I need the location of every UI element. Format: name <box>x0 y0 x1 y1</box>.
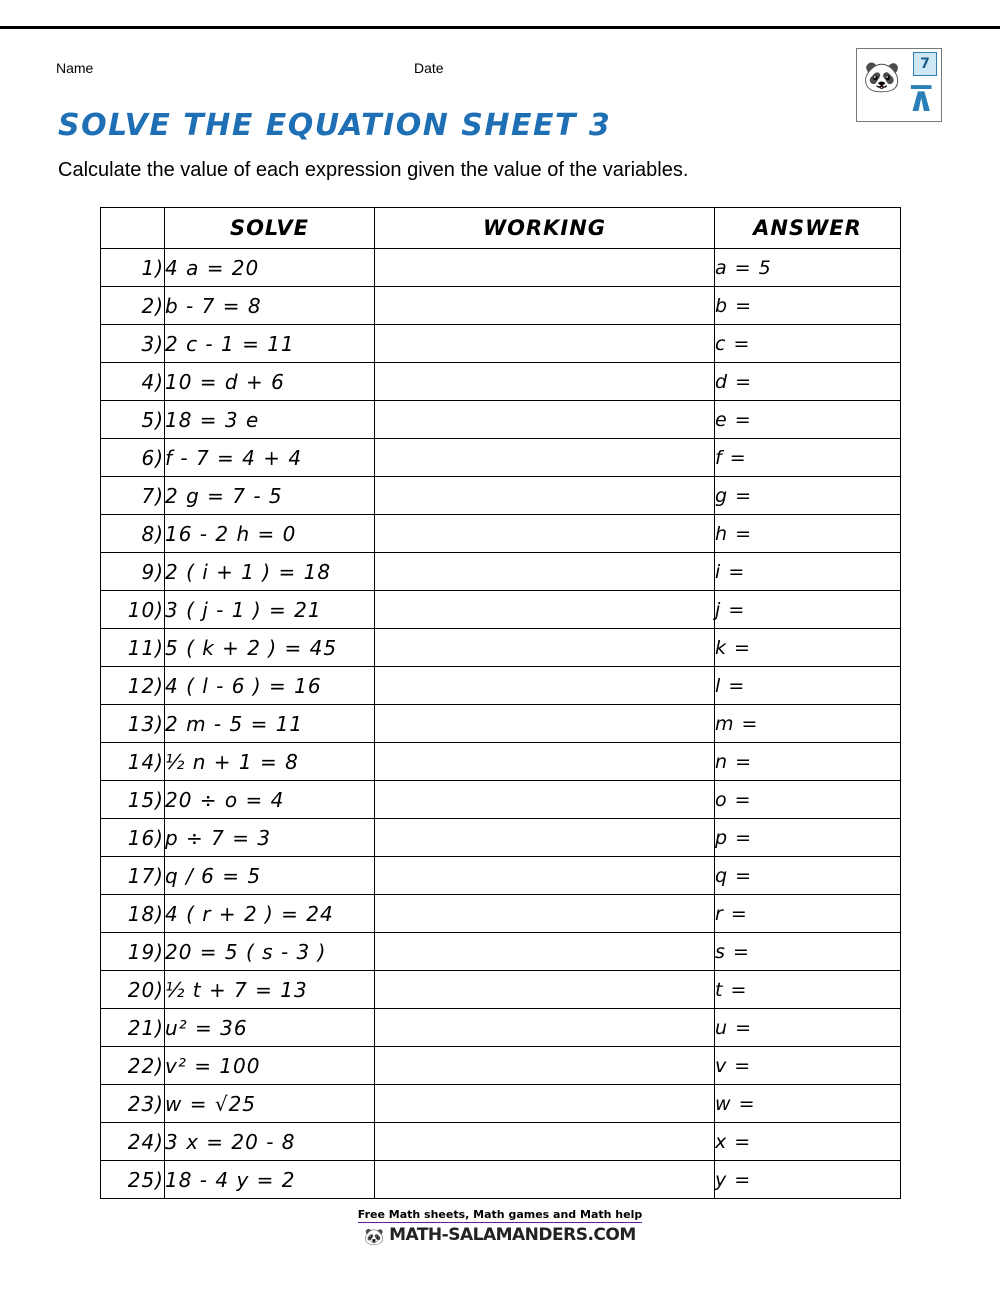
equation: 5 ( k + 2 ) = 45 <box>165 629 375 667</box>
equation: ½ t + 7 = 13 <box>165 971 375 1009</box>
answer-field[interactable]: u = <box>715 1009 901 1047</box>
equation: v² = 100 <box>165 1047 375 1085</box>
row-number: 22) <box>101 1047 165 1085</box>
row-number: 16) <box>101 819 165 857</box>
math-salamanders-m-icon: ⊼ <box>907 80 933 120</box>
table-row <box>101 1085 901 1123</box>
equation: 2 g = 7 - 5 <box>165 477 375 515</box>
working-field[interactable] <box>375 591 715 629</box>
answer-field[interactable]: r = <box>715 895 901 933</box>
footer <box>0 1205 1000 1246</box>
working-field[interactable] <box>375 249 715 287</box>
working-field[interactable] <box>375 971 715 1009</box>
working-field[interactable] <box>375 895 715 933</box>
row-number: 13) <box>101 705 165 743</box>
equation: 18 = 3 e <box>165 401 375 439</box>
equation: f - 7 = 4 + 4 <box>165 439 375 477</box>
table-row <box>101 667 901 705</box>
working-field[interactable] <box>375 1085 715 1123</box>
table-row <box>101 325 901 363</box>
row-number: 17) <box>101 857 165 895</box>
answer-field[interactable]: e = <box>715 401 901 439</box>
equations-table <box>100 207 901 1199</box>
table-row <box>101 477 901 515</box>
answer-field[interactable]: l = <box>715 667 901 705</box>
equation: w = √25 <box>165 1085 375 1123</box>
answer-field[interactable]: b = <box>715 287 901 325</box>
row-number: 21) <box>101 1009 165 1047</box>
table-row <box>101 781 901 819</box>
table-header-row <box>101 208 901 249</box>
table-row <box>101 591 901 629</box>
working-field[interactable] <box>375 629 715 667</box>
answer-field[interactable]: n = <box>715 743 901 781</box>
table-row <box>101 971 901 1009</box>
row-number: 11) <box>101 629 165 667</box>
answer-field[interactable]: p = <box>715 819 901 857</box>
equation: 20 = 5 ( s - 3 ) <box>165 933 375 971</box>
equation: u² = 36 <box>165 1009 375 1047</box>
grade-badge: 7 <box>913 52 937 76</box>
table-row <box>101 1047 901 1085</box>
equation: 20 ÷ o = 4 <box>165 781 375 819</box>
row-number: 12) <box>101 667 165 705</box>
footer-brand[interactable] <box>0 1225 1000 1246</box>
row-number: 9) <box>101 553 165 591</box>
answer-field[interactable]: y = <box>715 1161 901 1199</box>
table-row <box>101 1009 901 1047</box>
footer-brand-text: MATH-SALAMANDERS.COM <box>389 1225 636 1245</box>
row-number: 25) <box>101 1161 165 1199</box>
page-top-rule <box>0 26 1000 29</box>
equation: 10 = d + 6 <box>165 363 375 401</box>
working-field[interactable] <box>375 933 715 971</box>
equation: 16 - 2 h = 0 <box>165 515 375 553</box>
footer-salamander-icon: 🐼 <box>364 1227 384 1246</box>
row-number: 4) <box>101 363 165 401</box>
answer-field[interactable]: m = <box>715 705 901 743</box>
working-field[interactable] <box>375 439 715 477</box>
answer-field[interactable]: x = <box>715 1123 901 1161</box>
answer-field[interactable]: q = <box>715 857 901 895</box>
column-header-solve: SOLVE <box>165 208 375 249</box>
row-number: 8) <box>101 515 165 553</box>
equation: ½ n + 1 = 8 <box>165 743 375 781</box>
row-number: 14) <box>101 743 165 781</box>
row-number: 1) <box>101 249 165 287</box>
date-label: Date <box>414 60 444 76</box>
table-row <box>101 895 901 933</box>
working-field[interactable] <box>375 1123 715 1161</box>
table-row <box>101 401 901 439</box>
answer-field[interactable]: f = <box>715 439 901 477</box>
equation: 2 c - 1 = 11 <box>165 325 375 363</box>
working-field[interactable] <box>375 363 715 401</box>
table-row <box>101 819 901 857</box>
answer-field[interactable]: j = <box>715 591 901 629</box>
row-number: 10) <box>101 591 165 629</box>
answer-field[interactable]: c = <box>715 325 901 363</box>
answer-field[interactable]: t = <box>715 971 901 1009</box>
equation: 3 ( j - 1 ) = 21 <box>165 591 375 629</box>
answer-field[interactable]: k = <box>715 629 901 667</box>
working-field[interactable] <box>375 857 715 895</box>
name-label: Name <box>56 60 94 76</box>
table-row <box>101 553 901 591</box>
working-field[interactable] <box>375 1009 715 1047</box>
footer-tagline: Free Math sheets, Math games and Math help <box>357 1208 643 1221</box>
equation: p ÷ 7 = 3 <box>165 819 375 857</box>
row-number: 24) <box>101 1123 165 1161</box>
working-field[interactable] <box>375 325 715 363</box>
table-row <box>101 857 901 895</box>
answer-field[interactable]: d = <box>715 363 901 401</box>
answer-field[interactable]: o = <box>715 781 901 819</box>
row-number: 20) <box>101 971 165 1009</box>
row-number: 18) <box>101 895 165 933</box>
working-field[interactable] <box>375 477 715 515</box>
row-number: 7) <box>101 477 165 515</box>
working-field[interactable] <box>375 553 715 591</box>
table-row <box>101 933 901 971</box>
working-field[interactable] <box>375 515 715 553</box>
page-title: SOLVE THE EQUATION SHEET 3 <box>58 108 612 143</box>
row-number: 6) <box>101 439 165 477</box>
table-row <box>101 1161 901 1199</box>
row-number: 5) <box>101 401 165 439</box>
table-row <box>101 287 901 325</box>
working-field[interactable] <box>375 705 715 743</box>
answer-field[interactable]: v = <box>715 1047 901 1085</box>
working-field[interactable] <box>375 781 715 819</box>
equation: 2 ( i + 1 ) = 18 <box>165 553 375 591</box>
equation: q / 6 = 5 <box>165 857 375 895</box>
working-field[interactable] <box>375 667 715 705</box>
row-number: 23) <box>101 1085 165 1123</box>
equation: 18 - 4 y = 2 <box>165 1161 375 1199</box>
working-field[interactable] <box>375 1161 715 1199</box>
working-field[interactable] <box>375 1047 715 1085</box>
salamander-icon: 🐼 <box>863 61 901 94</box>
table-row <box>101 629 901 667</box>
row-number: 3) <box>101 325 165 363</box>
equation: 3 x = 20 - 8 <box>165 1123 375 1161</box>
equation: 4 ( r + 2 ) = 24 <box>165 895 375 933</box>
instructions: Calculate the value of each expression given the value of the variables. <box>58 159 689 181</box>
working-field[interactable] <box>375 401 715 439</box>
answer-field[interactable]: w = <box>715 1085 901 1123</box>
column-header-answer: ANSWER <box>715 208 901 249</box>
row-number: 15) <box>101 781 165 819</box>
table-row <box>101 363 901 401</box>
table-row <box>101 1123 901 1161</box>
row-number: 2) <box>101 287 165 325</box>
answer-field[interactable]: a = 5 <box>715 249 901 287</box>
column-header-number <box>101 208 165 249</box>
equation: 4 a = 20 <box>165 249 375 287</box>
equation: b - 7 = 8 <box>165 287 375 325</box>
answer-field[interactable]: s = <box>715 933 901 971</box>
working-field[interactable] <box>375 819 715 857</box>
answer-field[interactable]: h = <box>715 515 901 553</box>
equation: 4 ( l - 6 ) = 16 <box>165 667 375 705</box>
table-row <box>101 439 901 477</box>
logo <box>856 48 942 122</box>
row-number: 19) <box>101 933 165 971</box>
column-header-working: WORKING <box>375 208 715 249</box>
table-row <box>101 249 901 287</box>
answer-field[interactable]: i = <box>715 553 901 591</box>
table-row <box>101 705 901 743</box>
answer-field[interactable]: g = <box>715 477 901 515</box>
working-field[interactable] <box>375 287 715 325</box>
table-row <box>101 743 901 781</box>
equation: 2 m - 5 = 11 <box>165 705 375 743</box>
working-field[interactable] <box>375 743 715 781</box>
table-row <box>101 515 901 553</box>
